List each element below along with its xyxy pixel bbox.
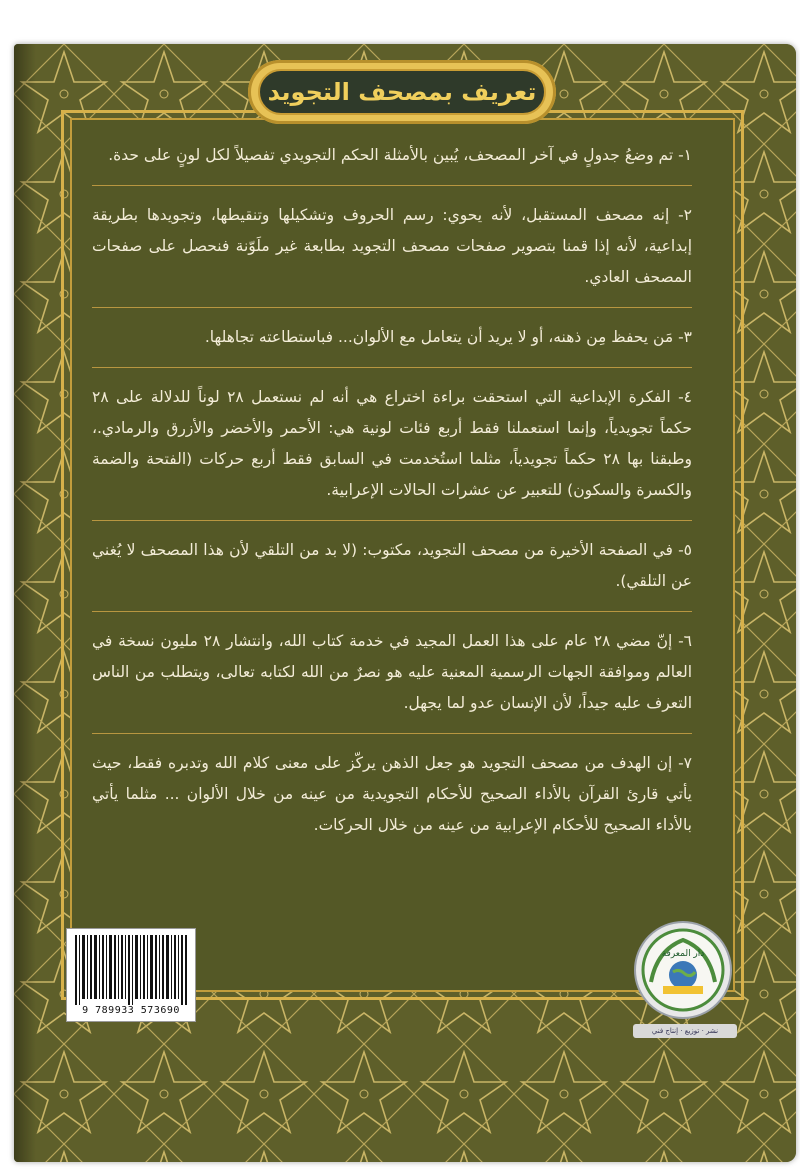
paragraph-6: ٦- إنّ مضي ٢٨ عام على هذا العمل المجيد في خدمة كتاب الله، وانتشار ٢٨ مليون نسخة في العالم وموافقة الجهات الرسمية المعنية عليه هو نصرٌ من الله لكتابه تعالى، ويتطلب من الناس التعرف عليه جيداً، لأن الإنسان عدو لما يجهل.	[92, 626, 692, 734]
title-plate	[248, 60, 556, 124]
text-panel	[70, 118, 735, 992]
paragraph-7: ٧- إن الهدف من مصحف التجويد هو جعل الذهن يركّز على معنى كلام الله وتدبره فقط، حيث يأتي قارئ القرآن بالأداء الصحيح للأحكام التجويدية من عينه من خلال الألوان ... مثلما يأتي بالأداء الصحيح للأحكام الإعرابية من عينه من خلال الحركات.	[92, 754, 692, 834]
title-banner	[258, 69, 546, 115]
paragraph-list	[92, 140, 692, 855]
paragraph-2: ٢- إنه مصحف المستقبل، لأنه يحوي: رسم الحروف وتشكيلها وتنقيطها، وتجويدها بطريقة إبداعية، لأنه إذا قمنا بتصوير صفحات مصحف التجويد بطابعة غير ملَوّنة فنحصل على صفحات المصحف العادي.	[92, 200, 692, 308]
spine-shadow	[14, 44, 36, 1162]
barcode-number: 9 789933 573690	[82, 1005, 180, 1016]
seal-text: دار المعرفة	[661, 949, 705, 959]
paragraph-3: ٣- مَن يحفظ مِن ذهنه، أو لا يريد أن يتعامل مع الألوان... فباستطاعته تجاهلها.	[92, 322, 692, 368]
barcode-bars	[73, 935, 189, 1005]
paragraph-1: ١- تم وضعُ جدولٍ في آخر المصحف، يُبين بالأمثلة الحكم التجويدي تفصيلاً لكل لونٍ على حدة.	[92, 140, 692, 186]
publisher-caption: نشر · توزيع · إنتاج فني	[633, 1024, 737, 1038]
page-title: تعريف بمصحف التجويد	[267, 78, 537, 106]
paragraph-4: ٤- الفكرة الإبداعية التي استحقت براءة اختراع هي أنه لم نستعمل ٢٨ لوناً للدلالة على ٢٨ حكماً تجويدياً، وإنما استعملنا فقط أربع فئات لونية هي: الأحمر والأخضر والأزرق والرمادي.، وطبقنا بها ٢٨ حكماً تجويدياً، مثلما استُخدمت في السابق فقط أربع حركات (الفتحة والضمة والكسرة والسكون) للتعبير عن عشرات الحالات الإعرابية.	[92, 382, 692, 521]
publisher-seal-icon	[633, 920, 733, 1020]
paragraph-5: ٥- في الصفحة الأخيرة من مصحف التجويد، مكتوب: (لا بد من التلقي لأن هذا المصحف لا يُغني عن التلقي).	[92, 535, 692, 612]
barcode	[66, 928, 196, 1022]
